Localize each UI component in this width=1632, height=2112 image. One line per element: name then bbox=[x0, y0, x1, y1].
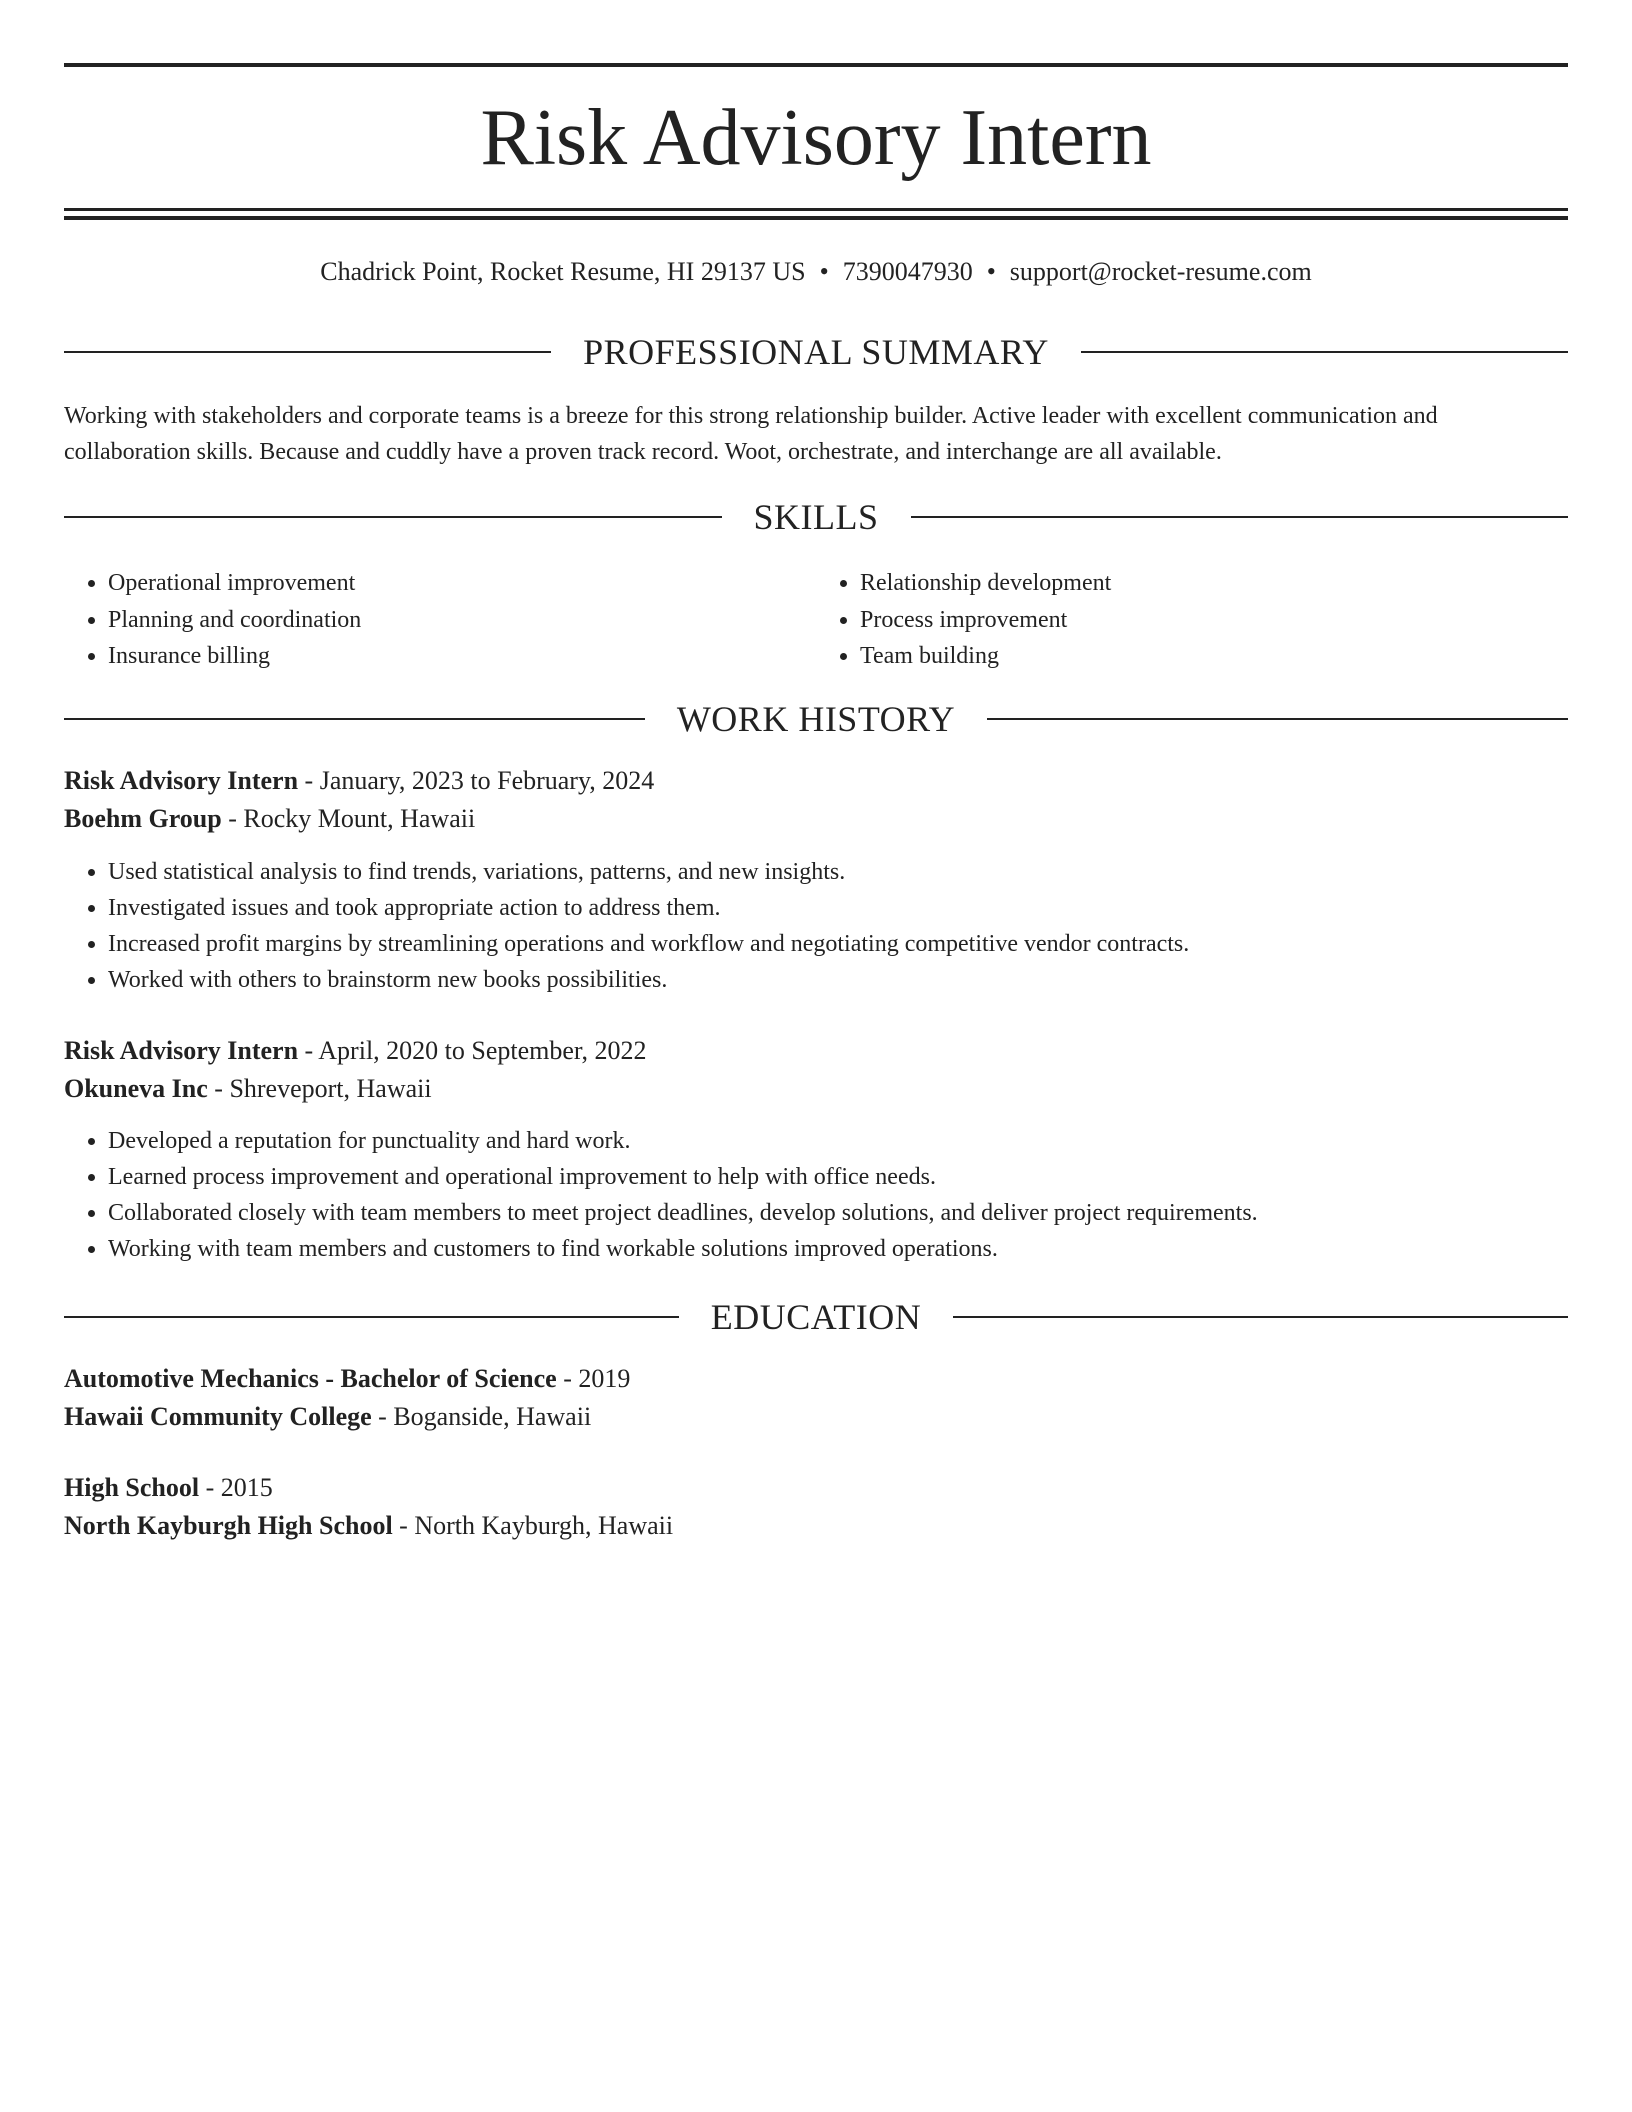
education-location: North Kayburgh, Hawaii bbox=[414, 1511, 674, 1540]
top-divider bbox=[64, 63, 1568, 67]
contact-separator: • bbox=[986, 257, 996, 286]
summary-heading bbox=[64, 330, 1568, 374]
skills-column-right bbox=[816, 565, 1568, 675]
skills-list bbox=[64, 565, 1568, 675]
job-bullets bbox=[64, 854, 1568, 998]
work-heading-label: WORK HISTORY bbox=[676, 699, 956, 739]
heading-rule-left bbox=[64, 516, 722, 518]
job-title: Risk Advisory Intern bbox=[64, 766, 299, 795]
education-degree: Automotive Mechanics - Bachelor of Science bbox=[64, 1364, 557, 1393]
job-bullet: • Worked with others to brainstorm new books possibilities. bbox=[108, 962, 1568, 998]
job-title-line: Risk Advisory Intern - April, 2020 to September, 2022 bbox=[64, 1036, 647, 1065]
job-company-line: Boehm Group - Rocky Mount, Hawaii bbox=[64, 804, 476, 833]
heading-rule-right bbox=[911, 516, 1569, 518]
job-company-line: Okuneva Inc - Shreveport, Hawaii bbox=[64, 1074, 432, 1103]
education-school: Hawaii Community College bbox=[64, 1402, 372, 1431]
heading-rule-left bbox=[64, 1316, 679, 1318]
contact-line bbox=[64, 255, 1568, 289]
skills-column-left bbox=[64, 565, 816, 675]
title-divider-upper bbox=[64, 208, 1568, 211]
heading-rule-left bbox=[64, 718, 645, 720]
education-degree: High School bbox=[64, 1473, 200, 1502]
education-school-line: North Kayburgh High School - North Kayburgh, Hawaii bbox=[64, 1511, 674, 1540]
job-bullet: • Increased profit margins by streamlining operations and workflow and negotiating competitive vendor contracts. bbox=[108, 926, 1568, 962]
job-location: Rocky Mount, Hawaii bbox=[243, 804, 476, 833]
job-bullet: • Working with team members and customers to find workable solutions improved operations. bbox=[108, 1231, 1568, 1267]
job-bullet: • Investigated issues and took appropriate action to address them. bbox=[108, 890, 1568, 926]
skills-heading bbox=[64, 495, 1568, 539]
education-degree-line: Automotive Mechanics - Bachelor of Science - 2019 bbox=[64, 1364, 631, 1393]
heading-rule-right bbox=[953, 1316, 1568, 1318]
job-bullet: • Developed a reputation for punctuality and hard work. bbox=[108, 1123, 1568, 1159]
education-school-line: Hawaii Community College - Boganside, Hawaii bbox=[64, 1402, 592, 1431]
education-location: Boganside, Hawaii bbox=[393, 1402, 592, 1431]
education-school: North Kayburgh High School bbox=[64, 1511, 393, 1540]
job-title-line: Risk Advisory Intern - January, 2023 to February, 2024 bbox=[64, 766, 655, 795]
contact-address: Chadrick Point, Rocket Resume, HI 29137 US bbox=[320, 257, 806, 286]
job-location: Shreveport, Hawaii bbox=[229, 1074, 432, 1103]
education-year: 2015 bbox=[220, 1473, 273, 1502]
job-bullet: • Learned process improvement and operational improvement to help with office needs. bbox=[108, 1159, 1568, 1195]
contact-email: support@rocket-resume.com bbox=[1009, 257, 1312, 286]
heading-rule-right bbox=[987, 718, 1568, 720]
skill-item: • Team building bbox=[860, 638, 1568, 675]
job-dates: January, 2023 to February, 2024 bbox=[319, 766, 655, 795]
work-heading bbox=[64, 697, 1568, 741]
heading-rule-right bbox=[1081, 351, 1568, 353]
skill-item: • Insurance billing bbox=[108, 638, 816, 675]
job-bullet: • Collaborated closely with team members to meet project deadlines, develop solutions, and deliver project requirements. bbox=[108, 1195, 1568, 1231]
contact-phone: 7390047930 bbox=[842, 257, 973, 286]
job-bullets bbox=[64, 1123, 1568, 1267]
contact-separator: • bbox=[819, 257, 829, 286]
title-divider-lower bbox=[64, 216, 1568, 220]
heading-rule-left bbox=[64, 351, 551, 353]
skills-heading-label: SKILLS bbox=[753, 497, 879, 537]
resume-title: Risk Advisory Intern bbox=[480, 94, 1152, 182]
education-degree-line: High School - 2015 bbox=[64, 1473, 273, 1502]
education-heading bbox=[64, 1295, 1568, 1339]
job-company: Okuneva Inc bbox=[64, 1074, 208, 1103]
job-title: Risk Advisory Intern bbox=[64, 1036, 299, 1065]
job-company: Boehm Group bbox=[64, 804, 222, 833]
skill-item: • Planning and coordination bbox=[108, 602, 816, 639]
summary-heading-label: PROFESSIONAL SUMMARY bbox=[583, 332, 1049, 372]
summary-text: Working with stakeholders and corporate teams is a breeze for this strong relationship builder. Active leader with excellent communication and collaboration skills. Because and cuddly have a proven track record. Woot, orchestrate, and interchange are all available. bbox=[64, 403, 1438, 465]
skill-item: • Operational improvement bbox=[108, 565, 816, 602]
education-heading-label: EDUCATION bbox=[710, 1297, 922, 1337]
skill-item: • Process improvement bbox=[860, 602, 1568, 639]
skill-item: • Relationship development bbox=[860, 565, 1568, 602]
education-year: 2019 bbox=[578, 1364, 631, 1393]
job-dates: April, 2020 to September, 2022 bbox=[318, 1036, 647, 1065]
job-bullet: • Used statistical analysis to find trends, variations, patterns, and new insights. bbox=[108, 854, 1568, 890]
